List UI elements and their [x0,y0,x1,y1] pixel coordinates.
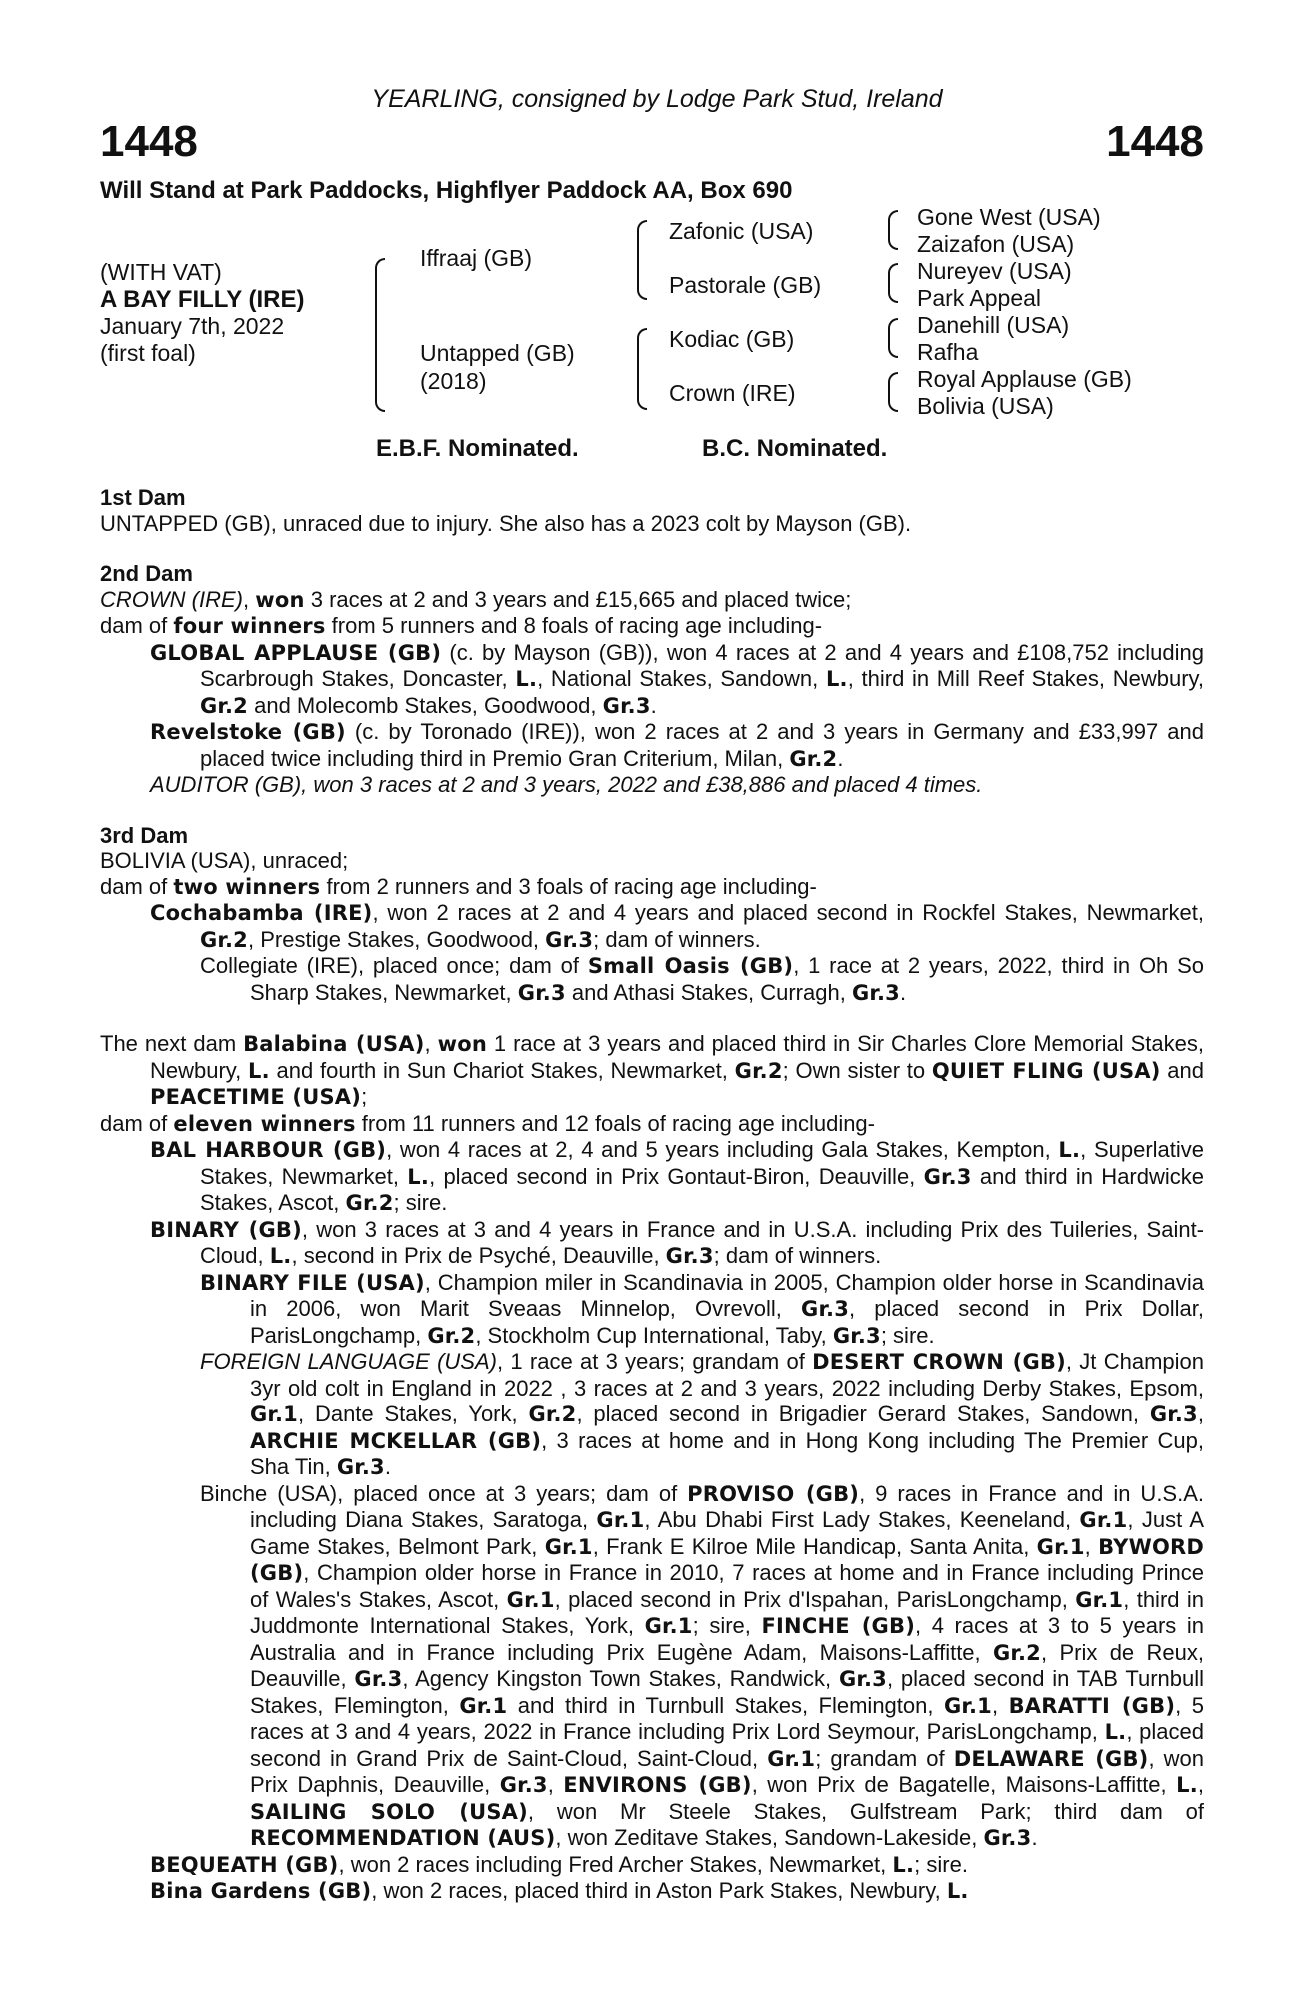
first-dam-text: UNTAPPED (GB), unraced due to injury. She also has a 2023 colt by Mayson (GB). [100,510,912,536]
lot-number-right: 1448 [1106,117,1204,166]
dam-dam: Crown (IRE) [669,380,796,406]
produce-entry: FOREIGN LANGUAGE (USA), 1 race at 3 years; grandam of DESERT CROWN (GB), Jt Champion 3yr old colt in England in 2022 , 3 races at 2 and 3 years, 2022 including Derby Stakes, Epsom, Gr.1, Dante Stakes, York, Gr.2, placed second in Brigadier Gerard Stakes, Sandown, Gr.3, ARCHIE MCKELLAR (GB), 3 races at home and in Hong Kong including The Premier Cup, Sha Tin, Gr.3. [200,1349,1204,1479]
produce-entry: Revelstoke (GB) (c. by Toronado (IRE)), won 2 races at 2 and 3 years in Germany and £33,997 and placed twice including third in Premio Gran Criterium, Milan, Gr.2. [150,719,1204,771]
produce-entry: AUDITOR (GB), won 3 races at 2 and 3 years, 2022 and £38,886 and placed 4 times. [150,772,983,797]
vat-note: (WITH VAT) [100,259,222,285]
produce-entry: BINARY FILE (USA), Champion miler in Scandinavia in 2005, Champion older horse in Scandinavia in 2006, won Marit Sveaas Minnelop, Ovrevoll, Gr.3, placed second in Prix Dollar, ParisLongchamp, Gr.2, Stockholm Cup International, Taby, Gr.3; sire. [200,1269,1204,1348]
ped-dss: Danehill (USA) [917,312,1070,338]
sire-sire: Zafonic (USA) [669,218,814,244]
dam-details [100,485,1204,1905]
ped-sds: Nureyev (USA) [917,258,1072,284]
produce-entry: BEQUEATH (GB), won 2 races including Fred Archer Stakes, Newmarket, L.; sire. [150,1851,968,1877]
brace-sire [637,220,647,300]
consignor-line: YEARLING, consigned by Lodge Park Stud, Ireland [371,85,943,113]
foal-note: (first foal) [100,340,196,366]
third-dam-line-1: BOLIVIA (USA), unraced; [100,848,349,873]
produce-entry: Bina Gardens (GB), won 2 races, placed third in Aston Park Stakes, Newbury, L. [150,1878,969,1903]
ebf-nominated: E.B.F. Nominated. [376,435,579,462]
dam-sire: Kodiac (GB) [669,326,795,352]
foaling-date: January 7th, 2022 [100,313,285,339]
dam-year: (2018) [420,368,487,394]
brace-dam [637,328,647,410]
first-dam-heading: 1st Dam [100,485,186,510]
ped-ssd: Zaizafon (USA) [917,231,1075,257]
ped-ddd: Bolivia (USA) [917,393,1054,419]
horse-name: A BAY FILLY (IRE) [100,286,305,313]
brace-main [375,258,385,412]
sire-dam: Pastorale (GB) [669,272,822,298]
second-dam-line-1: CROWN (IRE), won 3 races at 2 and 3 years and £15,665 and placed twice; [100,586,852,612]
ped-dds: Royal Applause (GB) [917,366,1132,392]
dam-name: Untapped (GB) [420,340,575,366]
third-dam-heading: 3rd Dam [100,822,189,848]
lot-number-left: 1448 [100,117,198,166]
second-dam-line-2: dam of four winners from 5 runners and 8 foals of racing age including- [100,613,823,638]
produce-entry: GLOBAL APPLAUSE (GB) (c. by Mayson (GB)), won 4 races at 2 and 4 years and £108,752 including Scarbrough Stakes, Doncaster, L., National Stakes, Sandown, L., third in Mill Reef Stakes, Newbury, Gr.2 and Molecomb Stakes, Goodwood, Gr.3. [150,639,1204,718]
produce-entry: BAL HARBOUR (GB), won 4 races at 2, 4 and 5 years including Gala Stakes, Kempton, L., Superlative Stakes, Newmarket, L., placed second in Prix Gontaut-Biron, Deauville, Gr.3 and third in Hardwicke Stakes, Ascot, Gr.2; sire. [150,1137,1205,1215]
ped-sss: Gone West (USA) [917,204,1101,230]
brace-sd [888,263,898,303]
produce-entry: Collegiate (IRE), placed once; dam of Small Oasis (GB), 1 race at 2 years, 2022, third in Oh So Sharp Stakes, Newmarket, Gr.3 and Athasi Stakes, Curragh, Gr.3. [200,953,1204,1005]
produce-entry: Cochabamba (IRE), won 2 races at 2 and 4 years and placed second in Rockfel Stakes, Newmarket, Gr.2, Prestige Stakes, Goodwood, Gr.3; dam of winners. [150,900,1205,952]
sire-name: Iffraaj (GB) [420,245,533,271]
brace-dd [888,372,898,412]
ped-sdd: Park Appeal [917,285,1042,311]
bc-nominated: B.C. Nominated. [702,435,888,462]
stand-location: Will Stand at Park Paddocks, Highflyer Paddock AA, Box 690 [100,177,793,204]
brace-ds [888,318,898,358]
produce-entry: BINARY (GB), won 3 races at 3 and 4 years in France and in U.S.A. including Prix des Tuileries, Saint-Cloud, L., second in Prix de Psyché, Deauville, Gr.3; dam of winners. [150,1216,1205,1268]
second-dam-heading: 2nd Dam [100,561,193,586]
third-dam-line-2: dam of two winners from 2 runners and 3 foals of racing age including- [100,873,817,899]
produce-entry: Binche (USA), placed once at 3 years; dam of PROVISO (GB), 9 races in France and in U.S.A. including Diana Stakes, Saratoga, Gr.1, Abu Dhabi First Lady Stakes, Keeneland, Gr.1, Just A Game Stakes, Belmont Park, Gr.1, Frank E Kilroe Mile Handicap, Santa Anita, Gr.1, BYWORD (GB), Champion older horse in France in 2010, 7 races at home and in France including Prince of Wales's Stakes, Ascot, Gr.1, placed second in Prix d'Ispahan, ParisLongchamp, Gr.1, third in Juddmonte International Stakes, York, Gr.1; sire, FINCHE (GB), 4 races at 3 to 5 years in Australia and in France including Prix Eugène Adam, Maisons-Laffitte, Gr.2, Prix de Reux, Deauville, Gr.3, Agency Kingston Town Stakes, Randwick, Gr.3, placed second in TAB Turnbull Stakes, Flemington, Gr.1 and third in Turnbull Stakes, Flemington, Gr.1, BARATTI (GB), 5 races at 3 and 4 years, 2022 in France including Prix Lord Seymour, ParisLongchamp, L., placed second in Grand Prix de Saint-Cloud, Saint-Cloud, Gr.1; grandam of DELAWARE (GB), won Prix Daphnis, Deauville, Gr.3, ENVIRONS (GB), won Prix de Bagatelle, Maisons-Laffitte, L., SAILING SOLO (USA), won Mr Steele Stakes, Gulfstream Park; third dam of RECOMMENDATION (AUS), won Zeditave Stakes, Sandown-Lakeside, Gr.3. [200,1480,1205,1850]
next-dam-paragraph: The next dam Balabina (USA), won 1 race at 3 years and placed third in Sir Charles Clore Memorial Stakes, Newbury, L. and fourth in Sun Chariot Stakes, Newmarket, Gr.2; Own sister to QUIET FLING (USA) and PEACETIME (USA); [100,1031,1204,1109]
next-dam-produce-summary: dam of eleven winners from 11 runners and 12 foals of racing age including- [100,1110,875,1136]
brace-ss [888,210,898,250]
ped-dsd: Rafha [917,339,979,365]
